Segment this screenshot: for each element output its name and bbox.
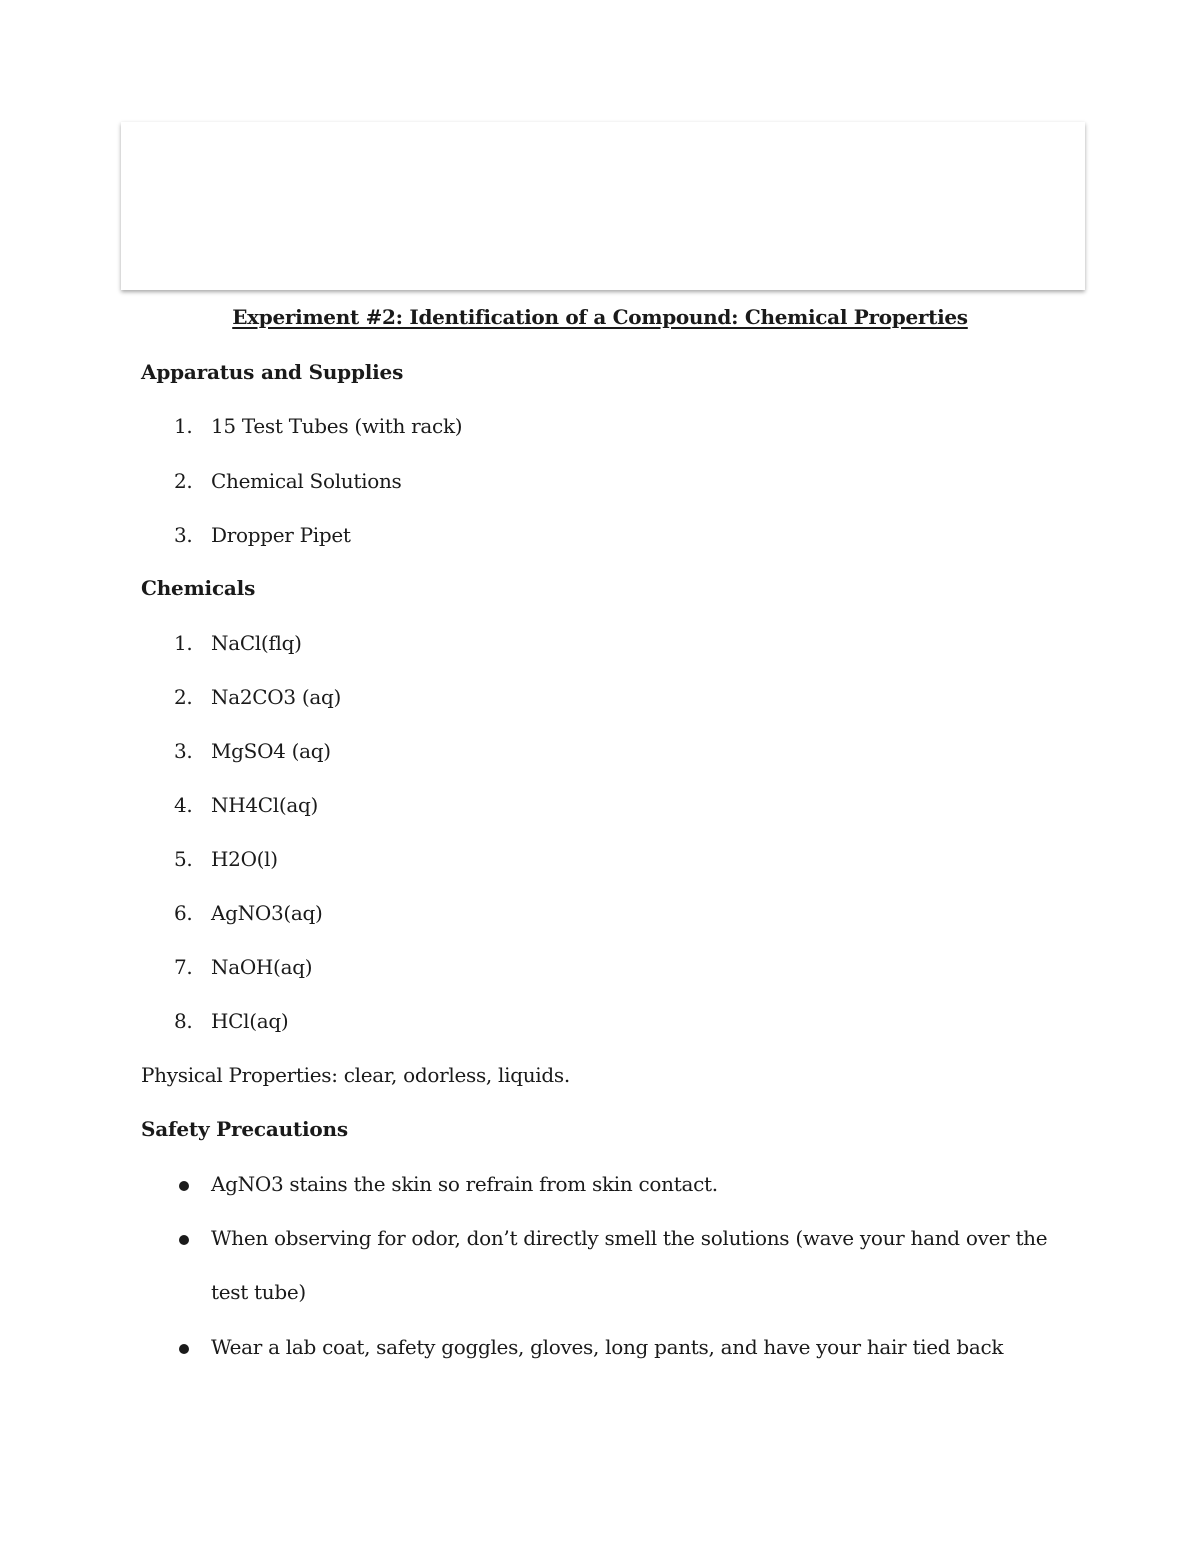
list-text: NaOH(aq) xyxy=(211,955,313,979)
list-number: 3. xyxy=(174,523,193,547)
list-text: Na2CO3 (aq) xyxy=(211,685,341,709)
physical-properties-text: Physical Properties: clear, odorless, liquids. xyxy=(141,1063,570,1087)
list-text: 15 Test Tubes (with rack) xyxy=(211,414,463,438)
list-number: 4. xyxy=(174,793,193,817)
list-number: 8. xyxy=(174,1009,193,1033)
list-text: NH4Cl(aq) xyxy=(211,793,318,817)
list-number: 2. xyxy=(174,685,193,709)
list-text: AgNO3(aq) xyxy=(211,901,323,925)
chemicals-heading: Chemicals xyxy=(141,576,256,600)
list-text: HCl(aq) xyxy=(211,1009,289,1033)
list-number: 1. xyxy=(174,414,193,438)
list-number: 7. xyxy=(174,955,193,979)
document-title: Experiment #2: Identification of a Compound: Chemical Properties xyxy=(232,305,968,329)
list-number: 3. xyxy=(174,739,193,763)
list-number: 1. xyxy=(174,631,193,655)
bullet-icon xyxy=(179,1235,189,1245)
list-number: 6. xyxy=(174,901,193,925)
list-text: H2O(l) xyxy=(211,847,278,871)
bullet-icon xyxy=(179,1181,189,1191)
list-number: 5. xyxy=(174,847,193,871)
list-text: NaCl(flq) xyxy=(211,631,302,655)
list-text: Wear a lab coat, safety goggles, gloves, long pants, and have your hair tied back xyxy=(211,1335,1004,1359)
list-text: AgNO3 stains the skin so refrain from skin contact. xyxy=(211,1172,718,1196)
header-box xyxy=(121,122,1085,290)
list-text: MgSO4 (aq) xyxy=(211,739,331,763)
list-text: Dropper Pipet xyxy=(211,523,351,547)
list-text: When observing for odor, don’t directly smell the solutions (wave your hand over the test tube) xyxy=(211,1226,1048,1304)
apparatus-heading: Apparatus and Supplies xyxy=(141,360,404,384)
list-text: Chemical Solutions xyxy=(211,469,402,493)
bullet-icon xyxy=(179,1344,189,1354)
list-number: 2. xyxy=(174,469,193,493)
safety-heading: Safety Precautions xyxy=(141,1117,348,1141)
